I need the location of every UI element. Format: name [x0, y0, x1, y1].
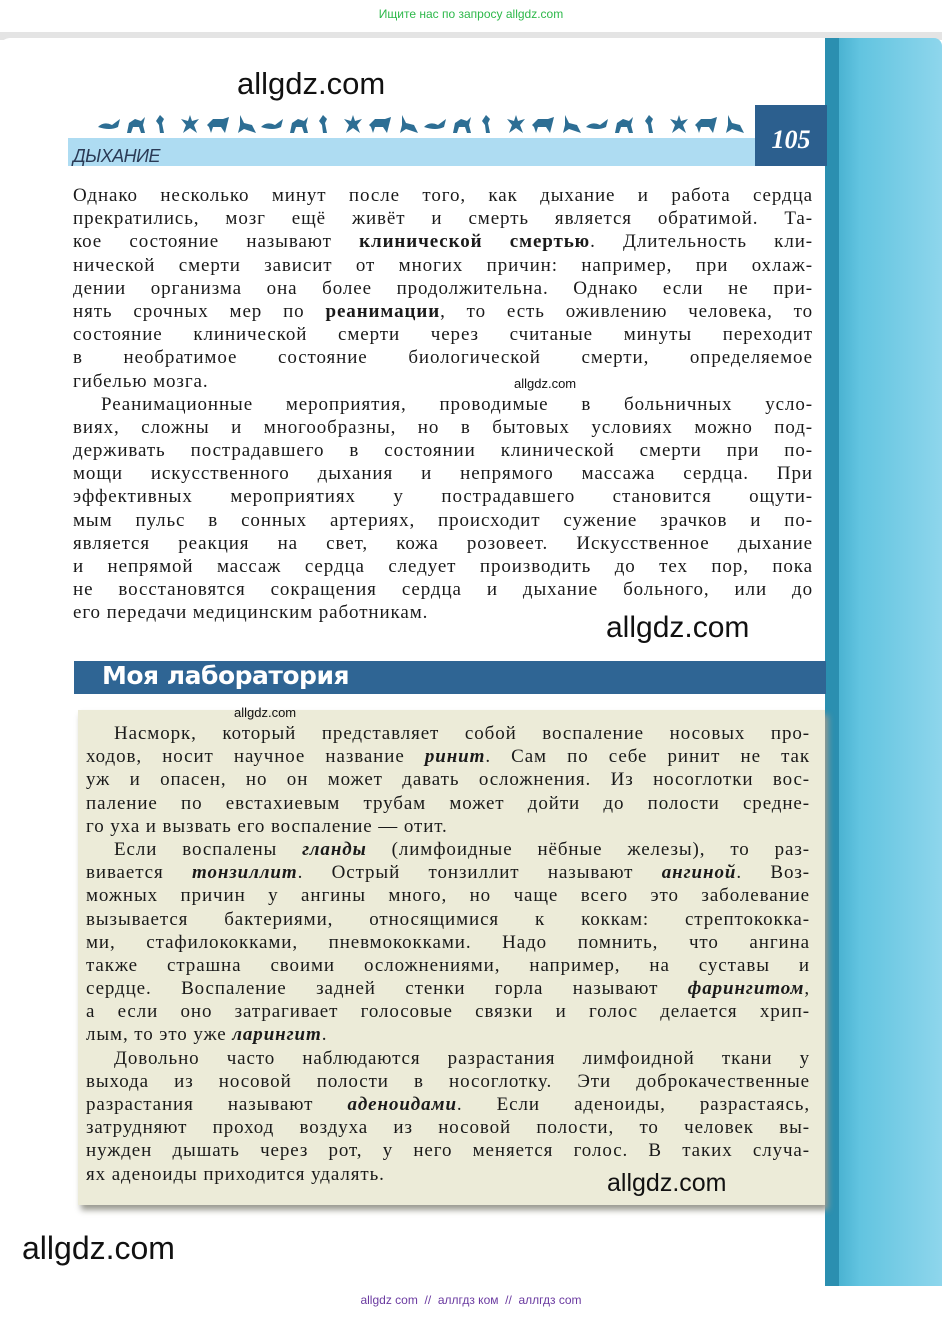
text-run: мым пульс в сонных артериях, происходит сужение зрачков и по- — [73, 509, 813, 531]
animal-silhouette-icon — [205, 113, 231, 135]
text-run: кое состояние называют — [73, 231, 360, 253]
watermark: allgdz.com — [606, 611, 750, 644]
animal-silhouette-icon — [503, 113, 529, 135]
text-run: нической смерти зависит от многих причин: например, при охлаж- — [73, 254, 813, 276]
text-line — [86, 722, 810, 745]
animal-silhouette-icon — [177, 113, 203, 135]
bold-term: клинической смертью — [359, 231, 591, 253]
page-number: 105 — [755, 105, 827, 166]
text-line — [73, 532, 813, 555]
text-run: Если воспалены — [114, 838, 303, 860]
italic-term: фарингитом — [687, 978, 805, 1000]
text-line — [86, 1116, 810, 1139]
section-header — [68, 138, 756, 166]
text-line — [73, 509, 813, 532]
animal-silhouette-icon — [367, 113, 393, 135]
text-run: гибелью мозга. — [73, 370, 209, 392]
text-run: . Длительность кли- — [590, 231, 813, 253]
text-run: , то есть оживлению человека, то — [440, 300, 813, 322]
text-run: го уха и вызвать его воспаление — отит. — [86, 815, 448, 837]
text-run: Реанимационные мероприятия, проводимые в больничных усло- — [101, 393, 813, 415]
animal-silhouette-icon — [449, 113, 475, 135]
italic-term: ангиной — [661, 862, 737, 884]
bold-term: реанимации — [325, 300, 441, 322]
text-run: затрудняют проход воздуха из носовой полости, то человек вы- — [86, 1117, 810, 1139]
text-run: дении организма она более продолжительна. Однако если не при- — [73, 277, 813, 299]
animal-silhouette-icon — [123, 113, 149, 135]
animal-silhouette-icon — [232, 113, 258, 135]
text-run: держивать пострадавшего в состоянии клинической смерти при по- — [73, 440, 813, 462]
text-run: нять срочных мер по — [73, 300, 326, 322]
italic-term: ринит — [424, 746, 486, 768]
watermark: allgdz.com — [607, 1169, 727, 1197]
text-line — [73, 300, 813, 323]
text-line — [73, 370, 813, 393]
animal-silhouette-icon — [150, 113, 176, 135]
text-run: является реакция на свет, кожа розовеет. Искусственное дыхание — [73, 532, 813, 554]
animal-silhouette-icon — [313, 113, 339, 135]
italic-term: аденоидами — [347, 1094, 457, 1115]
text-run: сердце. Воспаление задней стенки горла называют — [86, 978, 688, 1000]
animal-silhouette-icon — [286, 113, 312, 135]
text-run: Довольно часто наблюдаются разрастания лимфоидной ткани у — [114, 1047, 810, 1069]
animal-silhouette-icon — [394, 113, 420, 135]
text-run: уж и опасен, но он может давать осложнения. Из носоглотки вос- — [86, 769, 810, 791]
text-run: . Сам по себе ринит не так — [485, 746, 810, 768]
text-run: . Воз- — [736, 862, 810, 884]
main-text — [73, 184, 813, 625]
text-line — [86, 954, 810, 977]
text-line — [86, 884, 810, 907]
top-watermark: Ищите нас по запросу allgdz.com — [378, 7, 564, 21]
text-run: . Острый тонзиллит называют — [297, 862, 662, 884]
text-run: состояние клинической смерти через считаные минуты переходит — [73, 324, 813, 346]
text-run: . — [321, 1024, 328, 1046]
text-run: в необратимое состояние биологической смерти, определяемое — [73, 347, 813, 369]
text-line — [86, 1139, 810, 1162]
text-line — [73, 439, 813, 462]
text-run: ях аденоиды приходится удалять. — [86, 1163, 385, 1185]
animal-silhouette-icon — [476, 113, 502, 135]
text-line — [86, 1023, 810, 1046]
text-run: Однако несколько минут после того, как дыхание и работа сердца — [73, 185, 813, 206]
italic-term: тонзиллит — [192, 862, 298, 884]
animal-silhouette-icon — [639, 113, 665, 135]
text-run: разрастания называют — [86, 1094, 348, 1115]
animal-silhouette-icon — [611, 113, 637, 135]
text-line — [86, 838, 810, 861]
text-line — [73, 462, 813, 485]
text-line — [86, 1093, 810, 1116]
animal-silhouette-icon — [720, 113, 746, 135]
text-line — [86, 861, 810, 884]
text-line — [73, 254, 813, 277]
italic-term: гланды — [302, 838, 367, 860]
text-line — [73, 393, 813, 416]
text-line — [86, 1047, 810, 1070]
text-line — [86, 745, 810, 768]
text-run: , — [804, 978, 810, 1000]
animal-silhouette-icon — [340, 113, 366, 135]
text-run: лым, то это уже — [86, 1024, 233, 1046]
text-run: виях, сложны и многообразны, но в бытовых условиях можно под- — [73, 416, 813, 438]
text-run: выхода из носовой полости в носоглотку. Эти доброкачественные — [86, 1070, 810, 1092]
animal-silhouette-icon — [666, 113, 692, 135]
text-run: а если оно затрагивает голосовые связки и голос делается хрип- — [86, 1001, 810, 1023]
page-edge-decoration — [825, 38, 942, 1286]
text-run: вивается — [86, 862, 193, 884]
lab-title: Моя лаборатория — [102, 661, 350, 690]
text-run: Насморк, который представляет собой воспаление носовых про- — [114, 723, 810, 744]
text-run: не восстановятся сокращения сердца и дыхание больного, или до — [73, 579, 813, 601]
text-run: мощи искусственного дыхания и непрямого массажа сердца. При — [73, 463, 813, 485]
italic-term: ларингит — [232, 1024, 322, 1046]
text-line — [86, 768, 810, 791]
text-line — [73, 184, 813, 207]
text-line — [73, 555, 813, 578]
text-run: . Если аденоиды, разрастаясь, — [456, 1094, 810, 1115]
lab-text — [86, 722, 810, 1186]
text-line — [73, 485, 813, 508]
text-run: можных причин у ангины много, но чаще всего это заболевание — [86, 885, 810, 907]
text-run: вызывается бактериями, относящимися к коккам: стрептококка- — [86, 908, 810, 930]
animal-silhouette-icon — [693, 113, 719, 135]
animal-silhouette-icon — [259, 113, 285, 135]
animal-silhouette-icon — [530, 113, 556, 135]
text-line — [86, 1070, 810, 1093]
text-run: и непрямой массаж сердца следует производить до тех пор, пока — [73, 556, 813, 577]
text-line — [86, 815, 810, 838]
watermark: allgdz.com — [234, 705, 297, 720]
animal-silhouette-row — [96, 113, 746, 137]
text-line — [86, 1000, 810, 1023]
text-run: прекратились, мозг ещё живёт и смерть является обратимой. Та- — [73, 208, 813, 230]
text-line — [73, 207, 813, 230]
text-line — [73, 346, 813, 369]
text-run: (лимфоидные нёбные железы), то раз- — [366, 838, 810, 860]
text-line — [73, 416, 813, 439]
text-run: эффективных мероприятиях у пострадавшего становится ощути- — [73, 486, 813, 508]
text-run: нужден дышать через рот, у него меняется голос. В таких случа- — [86, 1140, 810, 1162]
text-line — [73, 277, 813, 300]
text-line — [86, 792, 810, 815]
animal-silhouette-icon — [96, 113, 122, 135]
text-run: также страшна своими осложнениями, например, на суставы и — [86, 954, 810, 976]
watermark: allgdz.com — [22, 1230, 175, 1266]
text-line — [73, 578, 813, 601]
animal-silhouette-icon — [557, 113, 583, 135]
bottom-watermark: allgdz com // аллгдз ком // аллгдз com — [360, 1293, 582, 1307]
section-title: ДЫХАНИЕ — [73, 146, 161, 166]
text-run: паление по евстахиевым трубам может дойти до полости средне- — [86, 792, 810, 814]
text-run: его передачи медицинским работникам. — [73, 602, 429, 624]
watermark: allgdz.com — [514, 376, 577, 391]
text-line — [86, 931, 810, 954]
text-line — [86, 977, 810, 1000]
lab-section-header — [74, 661, 826, 694]
text-line — [86, 908, 810, 931]
animal-silhouette-icon — [584, 113, 610, 135]
text-line — [73, 323, 813, 346]
text-line — [73, 230, 813, 253]
watermark: allgdz.com — [237, 66, 386, 101]
text-run: ми, стафилококками, пневмококками. Надо помнить, что ангина — [86, 931, 810, 953]
animal-silhouette-icon — [422, 113, 448, 135]
text-run: ходов, носит научное название — [86, 746, 425, 768]
